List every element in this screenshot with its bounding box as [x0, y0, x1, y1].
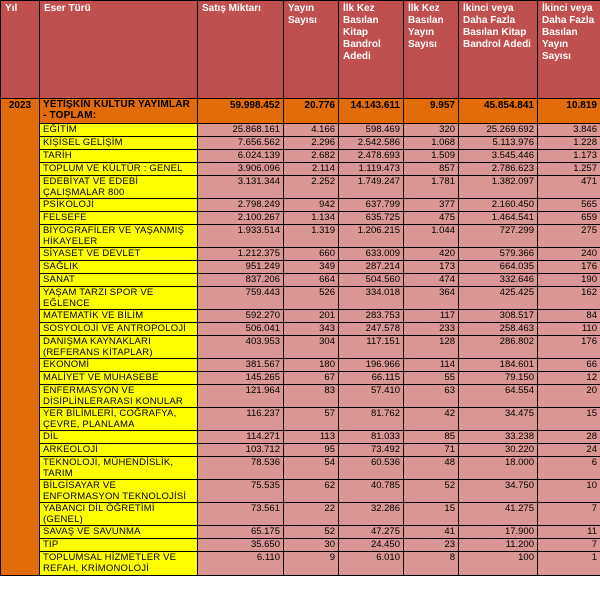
- row-sales: 6.110: [198, 552, 284, 576]
- row-pubs: 343: [284, 323, 339, 336]
- row-first-pubs: 15: [404, 503, 459, 526]
- table-row: [1, 287, 600, 310]
- row-sales: 1.933.514: [198, 225, 284, 248]
- row-second-pubs: 3.846: [538, 124, 600, 137]
- row-sales: 6.024.139: [198, 150, 284, 163]
- table-row: [1, 212, 600, 225]
- row-pubs: 304: [284, 336, 339, 359]
- row-second-pubs: 565: [538, 199, 600, 212]
- row-sales: 3.906.096: [198, 163, 284, 176]
- table-row: [1, 457, 600, 480]
- row-second-bands: 18.000: [459, 457, 538, 480]
- row-second-bands: 286.802: [459, 336, 538, 359]
- table-row: [1, 503, 600, 526]
- table-row: [1, 150, 600, 163]
- row-second-pubs: 7: [538, 503, 600, 526]
- table-row: [1, 444, 600, 457]
- row-name: SOSYOLOJİ VE ANTROPOLOJİ: [40, 323, 198, 336]
- row-first-pubs: 475: [404, 212, 459, 225]
- row-first-bands: 40.785: [339, 480, 404, 503]
- table-row: [1, 124, 600, 137]
- row-first-pubs: 8: [404, 552, 459, 576]
- row-sales: 592.270: [198, 310, 284, 323]
- row-second-pubs: 659: [538, 212, 600, 225]
- row-sales: 951.249: [198, 261, 284, 274]
- row-sales: 65.175: [198, 526, 284, 539]
- row-second-pubs: 10: [538, 480, 600, 503]
- table-row: [1, 526, 600, 539]
- header-pubs: Yayın Sayısı: [284, 1, 339, 99]
- table-row: [1, 137, 600, 150]
- year-cell: 2023: [1, 99, 40, 576]
- row-name: YER BİLİMLERİ, COĞRAFYA, ÇEVRE, PLANLAMA: [40, 408, 198, 431]
- row-pubs: 62: [284, 480, 339, 503]
- row-name: SAĞLIK: [40, 261, 198, 274]
- row-name: MATEMATİK VE BİLİM: [40, 310, 198, 323]
- table-row: [1, 431, 600, 444]
- row-second-pubs: 110: [538, 323, 600, 336]
- row-second-bands: 425.425: [459, 287, 538, 310]
- row-first-pubs: 233: [404, 323, 459, 336]
- row-first-pubs: 41: [404, 526, 459, 539]
- row-second-pubs: 1: [538, 552, 600, 576]
- total-row: [1, 99, 600, 124]
- row-first-pubs: 85: [404, 431, 459, 444]
- row-pubs: 30: [284, 539, 339, 552]
- row-first-pubs: 1.509: [404, 150, 459, 163]
- row-first-bands: 24.450: [339, 539, 404, 552]
- row-second-pubs: 275: [538, 225, 600, 248]
- row-first-pubs: 1.781: [404, 176, 459, 199]
- row-pubs: 57: [284, 408, 339, 431]
- row-name: BİLGİSAYAR VE ENFORMASYON TEKNOLOJİSİ: [40, 480, 198, 503]
- row-name: TIP: [40, 539, 198, 552]
- row-first-pubs: 474: [404, 274, 459, 287]
- row-first-pubs: 320: [404, 124, 459, 137]
- row-second-bands: 100: [459, 552, 538, 576]
- total-first-pubs: 9.957: [404, 99, 459, 124]
- row-second-pubs: 28: [538, 431, 600, 444]
- row-name: EDEBİYAT VE EDEBİ ÇALIŞMALAR 800: [40, 176, 198, 199]
- row-first-bands: 334.018: [339, 287, 404, 310]
- row-second-pubs: 7: [538, 539, 600, 552]
- row-name: EĞİTİM: [40, 124, 198, 137]
- table-row: [1, 552, 600, 576]
- row-second-pubs: 11: [538, 526, 600, 539]
- row-second-pubs: 24: [538, 444, 600, 457]
- row-pubs: 349: [284, 261, 339, 274]
- row-pubs: 22: [284, 503, 339, 526]
- row-second-bands: 3.545.446: [459, 150, 538, 163]
- row-name: ARKEOLOJİ: [40, 444, 198, 457]
- row-first-bands: 81.762: [339, 408, 404, 431]
- row-first-bands: 57.410: [339, 385, 404, 408]
- header-sales: Satış Miktarı: [198, 1, 284, 99]
- row-first-bands: 287.214: [339, 261, 404, 274]
- row-first-bands: 2.542.586: [339, 137, 404, 150]
- row-second-pubs: 84: [538, 310, 600, 323]
- row-sales: 73.561: [198, 503, 284, 526]
- row-pubs: 1.319: [284, 225, 339, 248]
- row-first-pubs: 117: [404, 310, 459, 323]
- row-sales: 103.712: [198, 444, 284, 457]
- total-sales: 59.998.452: [198, 99, 284, 124]
- total-first-bands: 14.143.611: [339, 99, 404, 124]
- row-first-bands: 1.206.215: [339, 225, 404, 248]
- row-second-pubs: 1.228: [538, 137, 600, 150]
- row-second-bands: 33.238: [459, 431, 538, 444]
- row-second-pubs: 240: [538, 248, 600, 261]
- table-row: [1, 274, 600, 287]
- row-sales: 759.443: [198, 287, 284, 310]
- row-second-bands: 2.786.623: [459, 163, 538, 176]
- total-name: YETİŞKİN KÜLTÜR YAYIMLAR - TOPLAM:: [40, 99, 198, 124]
- row-sales: 837.206: [198, 274, 284, 287]
- row-second-pubs: 471: [538, 176, 600, 199]
- row-second-pubs: 20: [538, 385, 600, 408]
- row-pubs: 2.296: [284, 137, 339, 150]
- row-sales: 145.265: [198, 372, 284, 385]
- row-first-bands: 60.536: [339, 457, 404, 480]
- row-second-bands: 258.463: [459, 323, 538, 336]
- table-row: [1, 372, 600, 385]
- row-name: YABANCI DİL ÖĞRETİMİ (GENEL): [40, 503, 198, 526]
- row-second-bands: 64.554: [459, 385, 538, 408]
- row-sales: 7.656.562: [198, 137, 284, 150]
- row-second-bands: 579.366: [459, 248, 538, 261]
- row-first-bands: 247.578: [339, 323, 404, 336]
- row-second-bands: 332.646: [459, 274, 538, 287]
- header-first-bands: İlk Kez Basılan Kitap Bandrol Adedi: [339, 1, 404, 99]
- row-sales: 1.212.375: [198, 248, 284, 261]
- total-second-bands: 45.854.841: [459, 99, 538, 124]
- header-year: Yıl: [1, 1, 40, 99]
- row-pubs: 1.134: [284, 212, 339, 225]
- row-first-bands: 2.478.693: [339, 150, 404, 163]
- row-name: DİL: [40, 431, 198, 444]
- row-second-bands: 2.160.450: [459, 199, 538, 212]
- row-first-pubs: 173: [404, 261, 459, 274]
- row-pubs: 2.252: [284, 176, 339, 199]
- row-sales: 35.650: [198, 539, 284, 552]
- row-first-bands: 283.753: [339, 310, 404, 323]
- row-second-pubs: 176: [538, 336, 600, 359]
- row-first-pubs: 377: [404, 199, 459, 212]
- row-second-pubs: 176: [538, 261, 600, 274]
- row-first-bands: 1.749.247: [339, 176, 404, 199]
- row-second-pubs: 66: [538, 359, 600, 372]
- row-second-bands: 727.299: [459, 225, 538, 248]
- row-sales: 403.953: [198, 336, 284, 359]
- row-name: SİYASET VE DEVLET: [40, 248, 198, 261]
- row-pubs: 2.682: [284, 150, 339, 163]
- row-name: SAVAŞ VE SAVUNMA: [40, 526, 198, 539]
- row-first-bands: 47.275: [339, 526, 404, 539]
- row-sales: 75.535: [198, 480, 284, 503]
- row-second-pubs: 15: [538, 408, 600, 431]
- row-second-bands: 184.601: [459, 359, 538, 372]
- row-pubs: 664: [284, 274, 339, 287]
- row-name: TOPLUMSAL HİZMETLER VE REFAH, KRİMONOLOJİ: [40, 552, 198, 576]
- row-sales: 25.868.161: [198, 124, 284, 137]
- row-first-bands: 66.115: [339, 372, 404, 385]
- header-second-bands: İkinci veya Daha Fazla Basılan Kitap Bandrol Adedi: [459, 1, 538, 99]
- header-row: [1, 1, 600, 99]
- row-first-pubs: 857: [404, 163, 459, 176]
- row-second-bands: 1.382.097: [459, 176, 538, 199]
- row-pubs: 180: [284, 359, 339, 372]
- row-pubs: 201: [284, 310, 339, 323]
- row-second-bands: 17.900: [459, 526, 538, 539]
- row-pubs: 942: [284, 199, 339, 212]
- row-name: KİŞİSEL GELİŞİM: [40, 137, 198, 150]
- table-row: [1, 310, 600, 323]
- row-second-bands: 34.475: [459, 408, 538, 431]
- row-sales: 2.798.249: [198, 199, 284, 212]
- row-name: FELSEFE: [40, 212, 198, 225]
- row-first-pubs: 63: [404, 385, 459, 408]
- row-first-bands: 117.151: [339, 336, 404, 359]
- row-first-pubs: 420: [404, 248, 459, 261]
- row-name: TARİH: [40, 150, 198, 163]
- row-name: EKONOMİ: [40, 359, 198, 372]
- total-pubs: 20.776: [284, 99, 339, 124]
- table-row: [1, 408, 600, 431]
- row-sales: 2.100.267: [198, 212, 284, 225]
- row-first-bands: 73.492: [339, 444, 404, 457]
- row-first-bands: 6.010: [339, 552, 404, 576]
- row-pubs: 113: [284, 431, 339, 444]
- row-pubs: 83: [284, 385, 339, 408]
- table-row: [1, 225, 600, 248]
- row-second-bands: 25.269.692: [459, 124, 538, 137]
- row-pubs: 67: [284, 372, 339, 385]
- row-name: YAŞAM TARZI SPOR VE EĞLENCE: [40, 287, 198, 310]
- table-row: [1, 176, 600, 199]
- row-first-bands: 32.286: [339, 503, 404, 526]
- row-first-bands: 504.560: [339, 274, 404, 287]
- header-work-type: Eser Türü: [40, 1, 198, 99]
- row-name: BİYOGRAFİLER VE YAŞANMIŞ HİKAYELER: [40, 225, 198, 248]
- row-first-pubs: 71: [404, 444, 459, 457]
- row-pubs: 9: [284, 552, 339, 576]
- row-name: TEKNOLOJİ, MÜHENDİSLİK, TARIM: [40, 457, 198, 480]
- row-second-bands: 664.035: [459, 261, 538, 274]
- row-first-bands: 196.966: [339, 359, 404, 372]
- row-first-pubs: 364: [404, 287, 459, 310]
- row-name: TOPLUM VE KÜLTÜR : GENEL: [40, 163, 198, 176]
- row-sales: 116.237: [198, 408, 284, 431]
- row-second-pubs: 1.173: [538, 150, 600, 163]
- row-name: PSİKOLOJİ: [40, 199, 198, 212]
- row-second-bands: 11.200: [459, 539, 538, 552]
- row-pubs: 52: [284, 526, 339, 539]
- row-first-pubs: 114: [404, 359, 459, 372]
- table-row: [1, 385, 600, 408]
- row-pubs: 526: [284, 287, 339, 310]
- header-second-pubs: İkinci veya Daha Fazla Basılan Yayın Sayısı: [538, 1, 600, 99]
- table-row: [1, 199, 600, 212]
- table-row: [1, 539, 600, 552]
- row-name: MALİYET VE MUHASEBE: [40, 372, 198, 385]
- row-pubs: 2.114: [284, 163, 339, 176]
- header-first-pubs: İlk Kez Basılan Yayın Sayısı: [404, 1, 459, 99]
- row-first-pubs: 1.044: [404, 225, 459, 248]
- row-first-pubs: 52: [404, 480, 459, 503]
- table-row: [1, 323, 600, 336]
- row-first-bands: 1.119.473: [339, 163, 404, 176]
- row-sales: 121.964: [198, 385, 284, 408]
- row-second-bands: 41.275: [459, 503, 538, 526]
- row-second-bands: 79.150: [459, 372, 538, 385]
- row-name: DANIŞMA KAYNAKLARI (REFERANS KİTAPLAR): [40, 336, 198, 359]
- total-second-pubs: 10.819: [538, 99, 600, 124]
- row-first-bands: 635.725: [339, 212, 404, 225]
- row-pubs: 95: [284, 444, 339, 457]
- row-pubs: 4.166: [284, 124, 339, 137]
- row-first-bands: 81.033: [339, 431, 404, 444]
- row-sales: 78.536: [198, 457, 284, 480]
- row-pubs: 660: [284, 248, 339, 261]
- row-first-bands: 633.009: [339, 248, 404, 261]
- row-second-bands: 30.220: [459, 444, 538, 457]
- row-second-bands: 34.750: [459, 480, 538, 503]
- row-name: SANAT: [40, 274, 198, 287]
- table-row: [1, 163, 600, 176]
- row-second-bands: 5.113.976: [459, 137, 538, 150]
- table-row: [1, 480, 600, 503]
- row-second-pubs: 12: [538, 372, 600, 385]
- row-sales: 114.271: [198, 431, 284, 444]
- row-first-pubs: 1.068: [404, 137, 459, 150]
- table-row: [1, 261, 600, 274]
- row-sales: 506.041: [198, 323, 284, 336]
- row-second-pubs: 6: [538, 457, 600, 480]
- row-first-pubs: 55: [404, 372, 459, 385]
- row-pubs: 54: [284, 457, 339, 480]
- row-first-pubs: 23: [404, 539, 459, 552]
- table-row: [1, 359, 600, 372]
- row-first-pubs: 128: [404, 336, 459, 359]
- table-row: [1, 336, 600, 359]
- row-second-bands: 308.517: [459, 310, 538, 323]
- row-first-pubs: 48: [404, 457, 459, 480]
- row-name: ENFERMASYON VE DİSİPLİNLERARASI KONULAR: [40, 385, 198, 408]
- table-row: [1, 248, 600, 261]
- row-first-bands: 637.799: [339, 199, 404, 212]
- row-sales: 381.567: [198, 359, 284, 372]
- row-second-pubs: 162: [538, 287, 600, 310]
- row-sales: 3.131.344: [198, 176, 284, 199]
- row-second-bands: 1.464.541: [459, 212, 538, 225]
- row-first-bands: 598.469: [339, 124, 404, 137]
- row-second-pubs: 190: [538, 274, 600, 287]
- row-first-pubs: 42: [404, 408, 459, 431]
- row-second-pubs: 1.257: [538, 163, 600, 176]
